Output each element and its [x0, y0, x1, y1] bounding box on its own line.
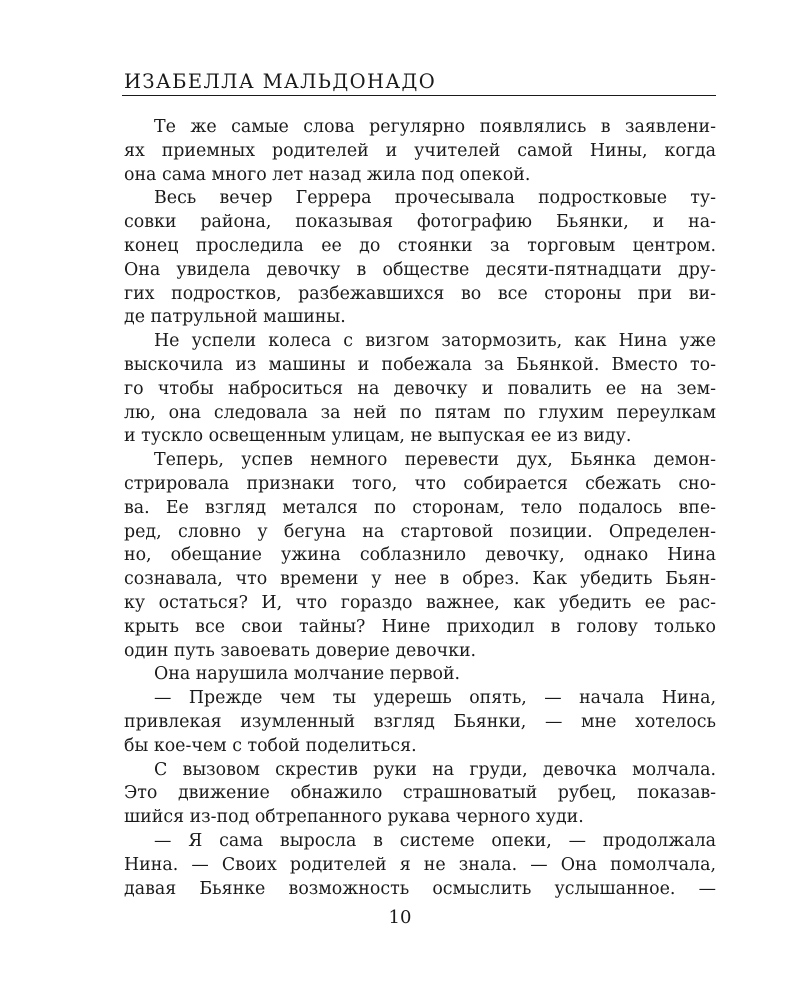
- text-line: Не успели колеса с визгом затормозить, как Нина уже: [154, 331, 716, 352]
- text-line: она сама много лет назад жила под опекой.: [124, 164, 531, 185]
- text-line: Весь вечер Геррера прочесывала подростковые ту-: [154, 188, 716, 209]
- text-line: ред, словно у бегуна на стартовой позиции. Определен-: [124, 521, 716, 542]
- text-line: но, обещание ужина соблазнило девочку, однако Нина: [124, 545, 716, 566]
- text-line: Нина. — Своих родителей я не знала. — Она помолчала,: [124, 854, 716, 875]
- text-line: Это движение обнажило страшноватый рубец, показав-: [124, 783, 716, 804]
- running-head: ИЗАБЕЛЛА МАЛЬДОНАДО: [124, 70, 437, 93]
- text-line: сознавала, что времени у нее в обрез. Как убедить Бьян-: [124, 569, 716, 590]
- text-line: стрировала признаки того, что собирается сбежать сно-: [124, 473, 716, 494]
- text-line: выскочила из машины и побежала за Бьянкой. Вместо то-: [124, 354, 716, 375]
- text-line: крыть все свои тайны? Нине приходил в голову только: [124, 616, 716, 637]
- text-line: конец проследила ее до стоянки за торговым центром.: [124, 235, 716, 256]
- text-line: шийся из-под обтрепанного рукава черного худи.: [124, 807, 584, 828]
- text-line: и тускло освещенным улицам, не выпуская ее из виду.: [124, 426, 632, 447]
- text-line: привлекая изумленный взгляд Бьянки, — мне хотелось: [124, 711, 716, 732]
- text-line: Те же самые слова регулярно появлялись в заявлени-: [154, 117, 716, 137]
- text-line: лю, она следовала за ней по пятам по глухим переулкам: [124, 402, 716, 423]
- body-text: [124, 116, 716, 901]
- text-line: ку остаться? И, что гораздо важнее, как убедить ее рас-: [124, 592, 716, 613]
- header-rule: [122, 95, 716, 96]
- page-number: 10: [388, 907, 412, 928]
- text-line: — Прежде чем ты удерешь опять, — начала Нина,: [154, 688, 716, 709]
- text-line: ях приемных родителей и учителей самой Нины, когда: [124, 140, 716, 161]
- text-line: го чтобы наброситься на девочку и повалить ее на зем-: [124, 378, 716, 399]
- text-line: бы кое-чем с тобой поделиться.: [124, 735, 417, 756]
- text-line: Она нарушила молчание первой.: [154, 664, 461, 685]
- text-line: гих подростков, разбежавшихся во все стороны при ви-: [124, 283, 716, 304]
- text-line: совки района, показывая фотографию Бьянки, и на-: [124, 212, 716, 233]
- text-line: Теперь, успев немного перевести дух, Бьянка демон-: [154, 450, 716, 471]
- text-line: один путь завоевать доверие девочки.: [124, 640, 477, 661]
- text-line: — Я сама выросла в системе опеки, — продолжала: [154, 830, 716, 851]
- text-line: давая Бьянке возможность осмыслить услышанное. —: [124, 878, 716, 899]
- text-line: С вызовом скрестив руки на груди, девочка молчала.: [154, 759, 716, 780]
- text-line: ва. Ее взгляд метался по сторонам, тело подалось впе-: [124, 497, 716, 518]
- text-line: де патрульной машины.: [124, 307, 346, 328]
- text-line: Она увидела девочку в обществе десяти-пятнадцати дру-: [124, 259, 716, 280]
